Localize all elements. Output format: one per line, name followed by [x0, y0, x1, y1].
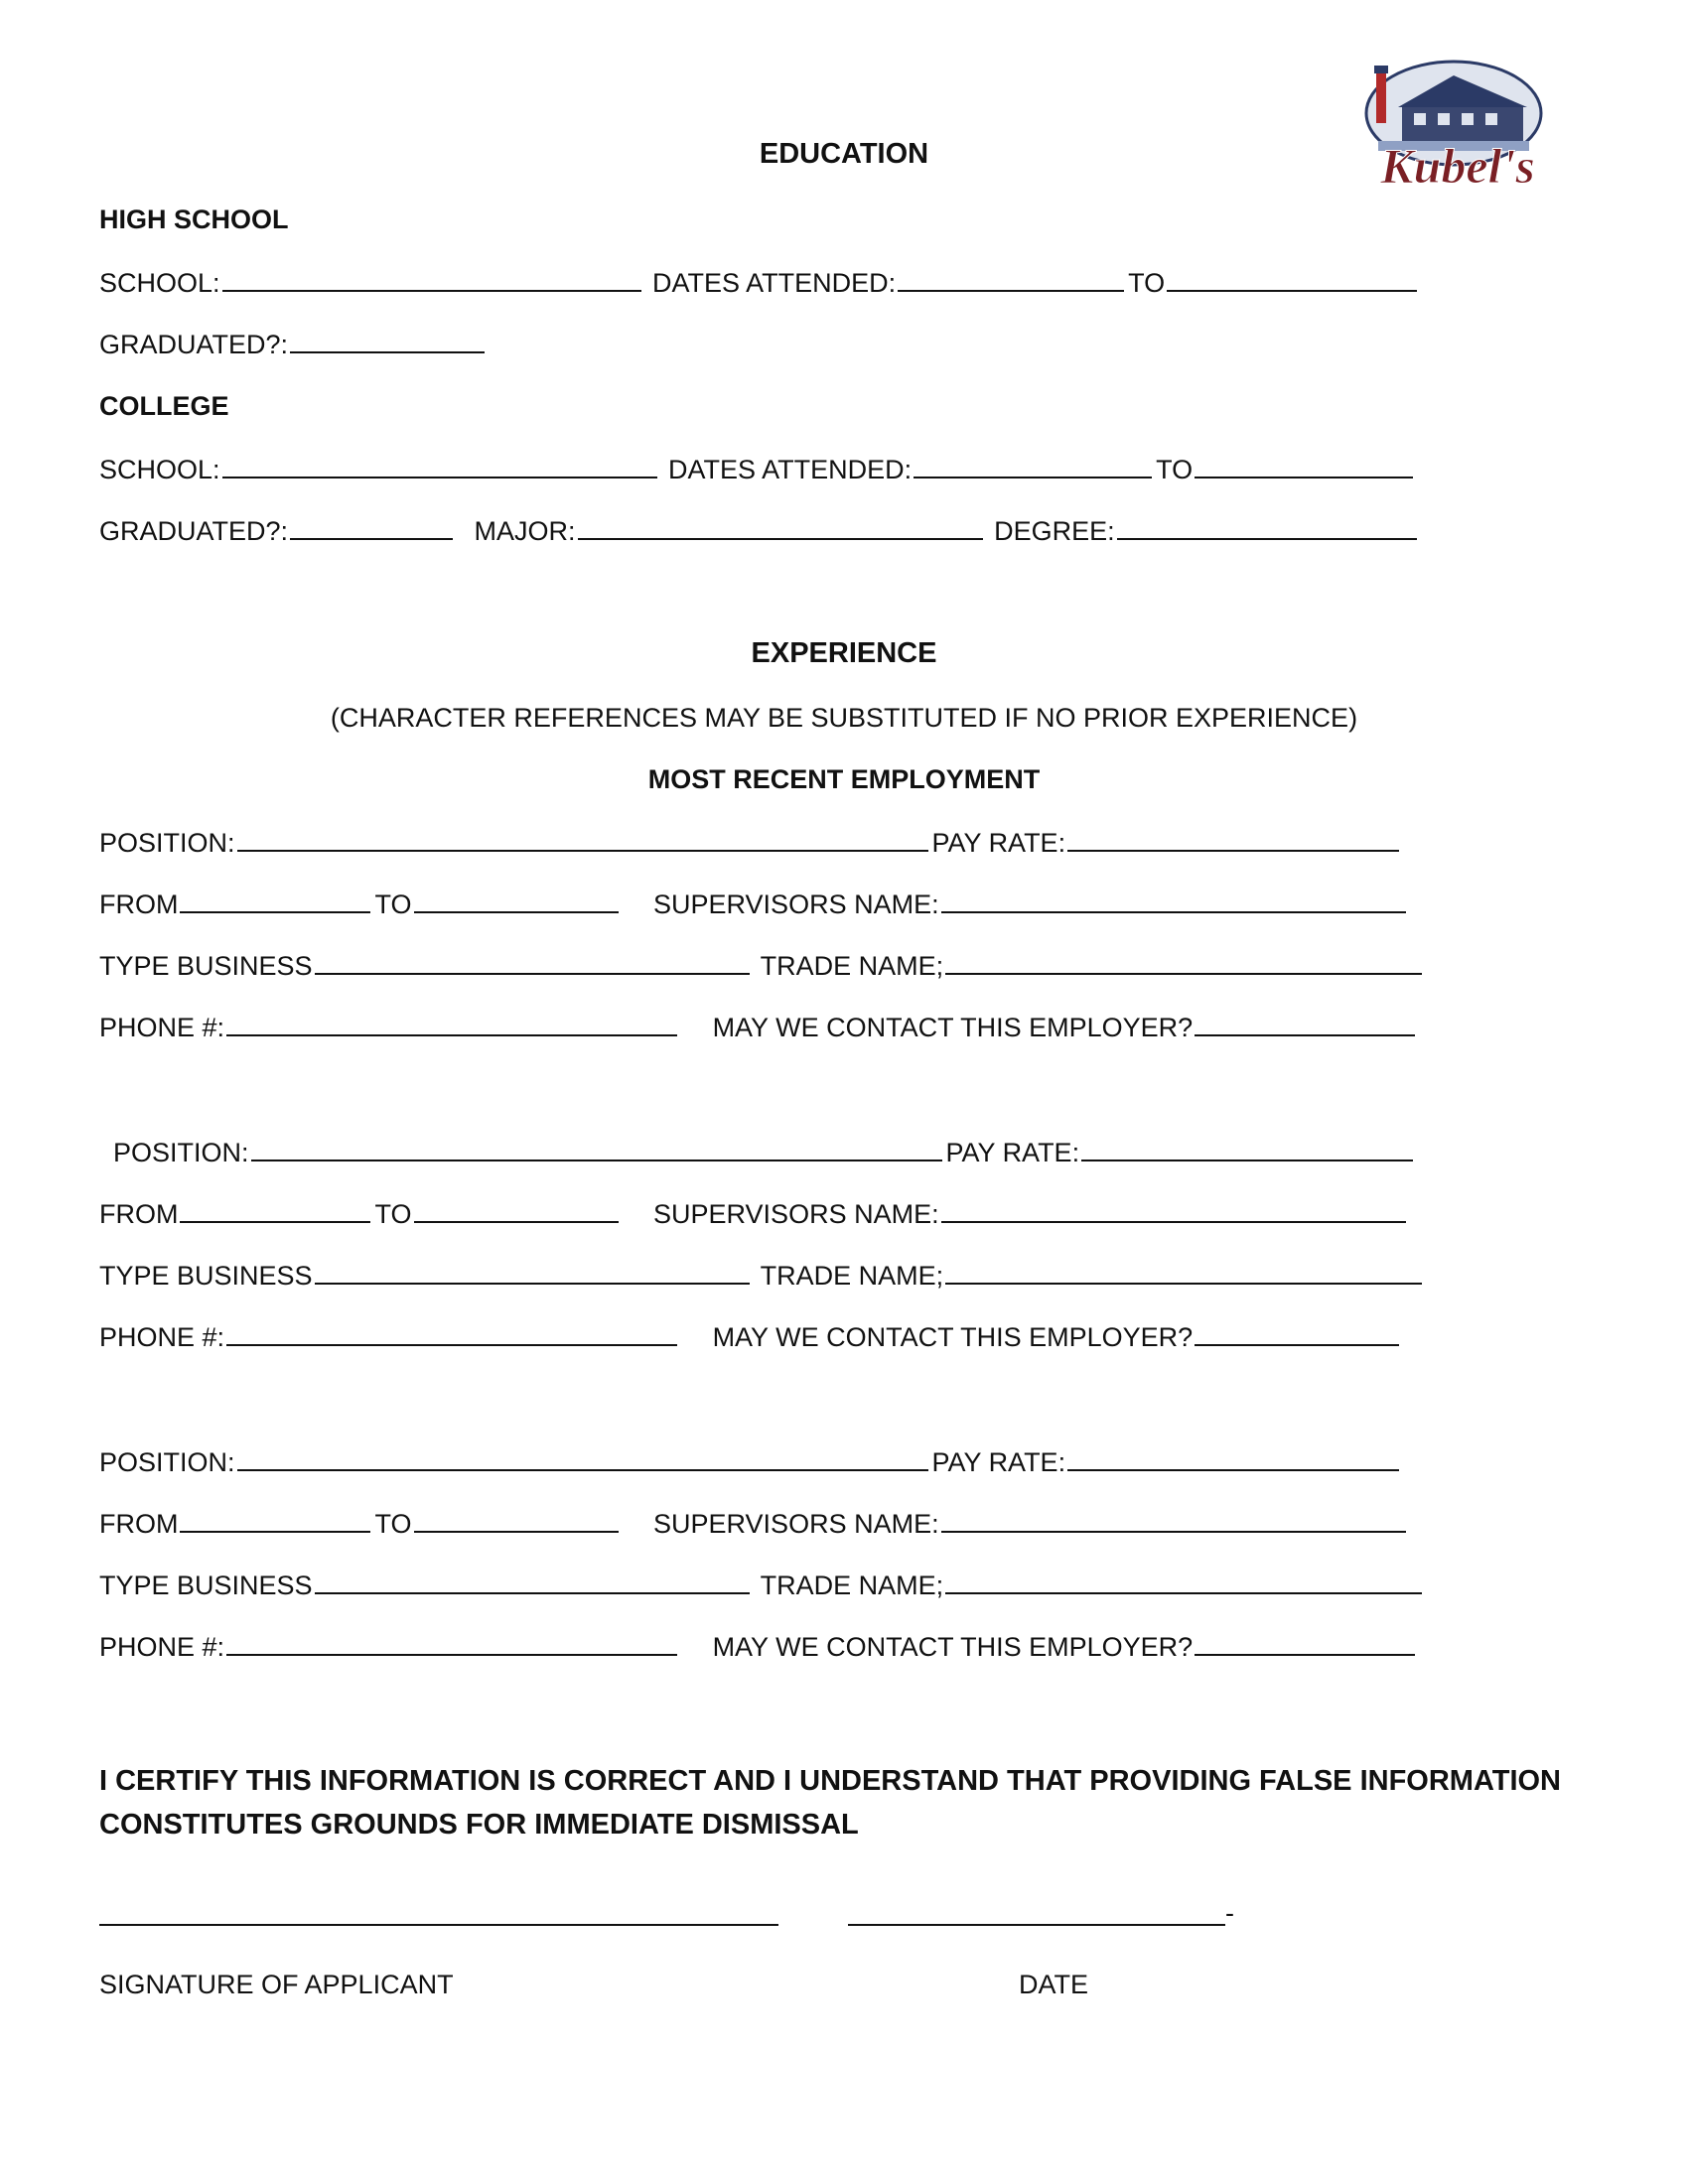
kubels-logo	[1358, 56, 1549, 203]
employer-2-contact-field[interactable]	[1195, 1318, 1399, 1346]
college-heading: COLLEGE	[99, 391, 229, 421]
employer-3-position-field[interactable]	[237, 1443, 928, 1471]
hs-school-label: SCHOOL:	[99, 268, 220, 298]
date-label: DATE	[1019, 1970, 1089, 1999]
college-graduated-label: GRADUATED?:	[99, 516, 289, 546]
employer-2-supervisor-field[interactable]	[941, 1195, 1406, 1223]
degree-field[interactable]	[1117, 512, 1417, 540]
education-title: EDUCATION	[759, 138, 929, 170]
college-to-label: TO	[1156, 455, 1194, 484]
date-line[interactable]	[848, 1922, 1225, 1926]
employer-2-position-field[interactable]	[251, 1134, 942, 1161]
employer-2-position-row	[113, 1134, 1417, 1169]
employer-3-contact-field[interactable]	[1195, 1628, 1415, 1656]
employer-2-type-business-field[interactable]	[315, 1257, 750, 1285]
supervisor-label: SUPERVISORS NAME:	[653, 1509, 939, 1539]
college-dates-from-field[interactable]	[914, 451, 1152, 478]
employer-2-to-field[interactable]	[414, 1195, 619, 1223]
employer-1-phone-field[interactable]	[226, 1009, 677, 1036]
employer-1-trade-name-field[interactable]	[945, 947, 1422, 975]
experience-note: (CHARACTER REFERENCES MAY BE SUBSTITUTED IF NO PRIOR EXPERIENCE)	[330, 703, 1358, 733]
employer-1-position-row	[99, 824, 1403, 860]
hs-graduated-label: GRADUATED?:	[99, 330, 289, 359]
phone-label: PHONE #:	[99, 1322, 225, 1352]
employer-2-trade-name-field[interactable]	[945, 1257, 1422, 1285]
date-dash: -	[1225, 1898, 1234, 1928]
employer-1-to-field[interactable]	[414, 886, 619, 913]
hs-dates-to-field[interactable]	[1167, 264, 1417, 292]
signature-line[interactable]	[99, 1922, 778, 1926]
supervisor-label: SUPERVISORS NAME:	[653, 889, 939, 919]
to-label: TO	[374, 1509, 412, 1539]
pay-rate-label: PAY RATE:	[931, 828, 1066, 858]
hs-graduated-field[interactable]	[290, 326, 485, 353]
phone-label: PHONE #:	[99, 1013, 225, 1042]
employer-2-dates-row	[99, 1195, 1410, 1231]
employer-2-phone-field[interactable]	[226, 1318, 677, 1346]
position-label: POSITION:	[99, 1447, 235, 1477]
college-dates-label: DATES ATTENDED:	[668, 455, 913, 484]
employer-3-pay-rate-field[interactable]	[1067, 1443, 1399, 1471]
type-business-label: TYPE BUSINESS	[99, 1261, 313, 1291]
phone-label: PHONE #:	[99, 1632, 225, 1662]
employer-1-pay-rate-field[interactable]	[1067, 824, 1399, 852]
college-graduated-row	[99, 512, 1421, 548]
logo-text: Kubel's	[1380, 138, 1535, 194]
employer-2-pay-rate-field[interactable]	[1081, 1134, 1413, 1161]
hs-school-row	[99, 264, 1421, 300]
college-school-label: SCHOOL:	[99, 455, 220, 484]
high-school-heading: HIGH SCHOOL	[99, 205, 289, 234]
employer-3-phone-field[interactable]	[226, 1628, 677, 1656]
signature-label: SIGNATURE OF APPLICANT	[99, 1970, 454, 1999]
contact-label: MAY WE CONTACT THIS EMPLOYER?	[712, 1013, 1194, 1042]
most-recent-employment-heading: MOST RECENT EMPLOYMENT	[647, 764, 1041, 794]
position-label: POSITION:	[99, 828, 235, 858]
position-label: POSITION:	[113, 1138, 249, 1167]
college-graduated-field[interactable]	[290, 512, 453, 540]
certification-statement	[99, 1759, 1589, 1846]
hs-dates-label: DATES ATTENDED:	[652, 268, 897, 298]
employer-3-from-field[interactable]	[180, 1505, 370, 1533]
type-business-label: TYPE BUSINESS	[99, 1570, 313, 1600]
employer-1-dates-row	[99, 886, 1410, 921]
from-label: FROM	[99, 1199, 179, 1229]
college-dates-to-field[interactable]	[1195, 451, 1413, 478]
from-label: FROM	[99, 889, 179, 919]
employer-3-position-row	[99, 1443, 1403, 1479]
contact-label: MAY WE CONTACT THIS EMPLOYER?	[712, 1632, 1194, 1662]
pay-rate-label: PAY RATE:	[945, 1138, 1080, 1167]
to-label: TO	[374, 889, 412, 919]
employer-3-type-business-field[interactable]	[315, 1567, 750, 1594]
employer-2-from-field[interactable]	[180, 1195, 370, 1223]
pay-rate-label: PAY RATE:	[931, 1447, 1066, 1477]
employer-3-to-field[interactable]	[414, 1505, 619, 1533]
employer-2-phone-row	[99, 1318, 1403, 1354]
certification-line-2: CONSTITUTES GROUNDS FOR IMMEDIATE DISMISSAL	[99, 1809, 859, 1841]
certification-line-1: I CERTIFY THIS INFORMATION IS CORRECT AND I UNDERSTAND THAT PROVIDING FALSE INFORMATION	[99, 1765, 1562, 1797]
employer-1-supervisor-field[interactable]	[941, 886, 1406, 913]
employer-3-trade-name-field[interactable]	[945, 1567, 1422, 1594]
contact-label: MAY WE CONTACT THIS EMPLOYER?	[712, 1322, 1194, 1352]
employer-1-from-field[interactable]	[180, 886, 370, 913]
type-business-label: TYPE BUSINESS	[99, 951, 313, 981]
employer-1-position-field[interactable]	[237, 824, 928, 852]
from-label: FROM	[99, 1509, 179, 1539]
employer-1-type-business-field[interactable]	[315, 947, 750, 975]
hs-to-label: TO	[1128, 268, 1166, 298]
employer-3-business-row	[99, 1567, 1426, 1602]
to-label: TO	[374, 1199, 412, 1229]
employer-3-dates-row	[99, 1505, 1410, 1541]
employer-3-supervisor-field[interactable]	[941, 1505, 1406, 1533]
employer-1-business-row	[99, 947, 1426, 983]
degree-label: DEGREE:	[994, 516, 1115, 546]
employer-1-contact-field[interactable]	[1195, 1009, 1415, 1036]
trade-name-label: TRADE NAME;	[760, 1261, 944, 1291]
hs-school-field[interactable]	[222, 264, 641, 292]
employer-2-business-row	[99, 1257, 1426, 1293]
supervisor-label: SUPERVISORS NAME:	[653, 1199, 939, 1229]
college-school-field[interactable]	[222, 451, 657, 478]
major-label: MAJOR:	[474, 516, 576, 546]
employer-3-phone-row	[99, 1628, 1419, 1664]
experience-title: EXPERIENCE	[751, 637, 937, 669]
major-field[interactable]	[578, 512, 983, 540]
college-school-row	[99, 451, 1417, 486]
trade-name-label: TRADE NAME;	[760, 1570, 944, 1600]
employer-1-phone-row	[99, 1009, 1419, 1044]
hs-graduated-row	[99, 326, 489, 361]
trade-name-label: TRADE NAME;	[760, 951, 944, 981]
hs-dates-from-field[interactable]	[898, 264, 1124, 292]
